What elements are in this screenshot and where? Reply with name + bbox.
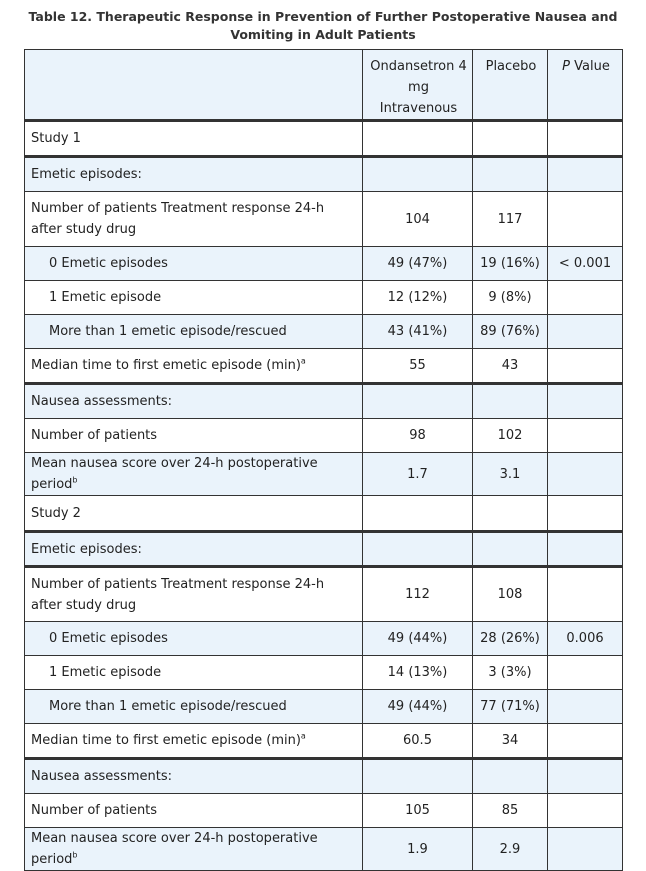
row-label-text: 1 Emetic episode — [49, 290, 162, 305]
row-label-text: Number of patients Treatment response 24-h after study drug — [31, 576, 325, 613]
row-label — [25, 281, 363, 315]
header-p-italic: P — [562, 59, 570, 74]
row-label-text: Emetic episodes: — [31, 167, 142, 182]
row-label-text: Mean nausea score over 24-h postoperative period — [31, 831, 318, 867]
ondansetron-cell — [363, 157, 473, 192]
row-label-text: Median time to first emetic episode (min) — [31, 733, 301, 748]
table-row — [25, 724, 623, 759]
ondansetron-cell — [363, 496, 473, 532]
table-row — [25, 690, 623, 724]
ondansetron-cell: 55 — [363, 349, 473, 384]
placebo-cell: 34 — [473, 724, 548, 759]
header-row — [25, 50, 623, 121]
ondansetron-cell: 1.7 — [363, 453, 473, 496]
ondansetron-cell: 12 (12%) — [363, 281, 473, 315]
placebo-cell: 85 — [473, 794, 548, 828]
header-placebo: Placebo — [473, 50, 548, 121]
p-value-cell — [548, 656, 623, 690]
p-value-cell — [548, 121, 623, 157]
placebo-cell — [473, 496, 548, 532]
row-label — [25, 496, 363, 532]
header-p-value — [548, 50, 623, 121]
ondansetron-cell — [363, 121, 473, 157]
row-label-text: Nausea assessments: — [31, 394, 173, 409]
ondansetron-cell: 14 (13%) — [363, 656, 473, 690]
ondansetron-cell: 49 (47%) — [363, 247, 473, 281]
footnote-marker: b — [72, 475, 78, 485]
p-value-cell — [548, 157, 623, 192]
header-label — [25, 50, 363, 121]
row-label-text: Mean nausea score over 24-h postoperative period — [31, 456, 318, 492]
placebo-cell: 3.1 — [473, 453, 548, 496]
row-label — [25, 690, 363, 724]
footnote-marker: b — [72, 850, 78, 860]
p-value-cell — [548, 496, 623, 532]
p-value-cell — [548, 794, 623, 828]
p-value-cell — [548, 567, 623, 622]
table-row — [25, 453, 623, 496]
row-label — [25, 532, 363, 567]
ondansetron-cell: 104 — [363, 192, 473, 247]
ondansetron-cell: 43 (41%) — [363, 315, 473, 349]
p-value-cell — [548, 281, 623, 315]
table-row — [25, 315, 623, 349]
p-value-cell — [548, 315, 623, 349]
p-value-cell — [548, 453, 623, 496]
p-value-cell — [548, 759, 623, 794]
ondansetron-cell: 98 — [363, 419, 473, 453]
table-row — [25, 349, 623, 384]
row-label-text: Nausea assessments: — [31, 769, 173, 784]
header-p-rest: Value — [570, 59, 610, 74]
p-value-cell — [548, 724, 623, 759]
footnote-marker: a — [300, 731, 306, 741]
row-label-text: More than 1 emetic episode/rescued — [49, 699, 287, 714]
p-value-cell — [548, 419, 623, 453]
row-label-text: 0 Emetic episodes — [49, 631, 168, 646]
row-label — [25, 794, 363, 828]
p-value-cell — [548, 690, 623, 724]
table-caption: Table 12. Therapeutic Response in Prevention of Further Postoperative Nausea and Vomiting in Adult Patients — [28, 9, 618, 42]
row-label — [25, 349, 363, 384]
table-row — [25, 419, 623, 453]
p-value-cell — [548, 828, 623, 871]
p-value-cell: < 0.001 — [548, 247, 623, 281]
placebo-cell: 2.9 — [473, 828, 548, 871]
row-label-text: Emetic episodes: — [31, 541, 142, 557]
p-value-cell — [548, 532, 623, 567]
table-row — [25, 567, 623, 622]
footnote-marker: a — [300, 356, 306, 366]
p-value-cell — [548, 349, 623, 384]
placebo-cell: 108 — [473, 567, 548, 622]
ondansetron-cell: 49 (44%) — [363, 622, 473, 656]
ondansetron-cell: 60.5 — [363, 724, 473, 759]
row-label — [25, 121, 363, 157]
row-label-text: Study 2 — [31, 505, 81, 521]
ondansetron-cell: 49 (44%) — [363, 690, 473, 724]
row-label — [25, 759, 363, 794]
placebo-cell — [473, 121, 548, 157]
ondansetron-cell: 105 — [363, 794, 473, 828]
ondansetron-cell — [363, 759, 473, 794]
row-label-text: 0 Emetic episodes — [49, 256, 168, 271]
row-label-text: Median time to first emetic episode (min) — [31, 358, 301, 373]
row-label — [25, 384, 363, 419]
row-label — [25, 419, 363, 453]
row-label-text: Study 1 — [31, 131, 81, 146]
row-label — [25, 192, 363, 247]
table-row — [25, 828, 623, 871]
row-label-text: Number of patients — [31, 803, 158, 818]
row-label — [25, 656, 363, 690]
table-row — [25, 622, 623, 656]
row-label-text: 1 Emetic episode — [49, 665, 162, 680]
table-row — [25, 532, 623, 567]
table-row — [25, 794, 623, 828]
row-label — [25, 828, 363, 871]
table-row — [25, 656, 623, 690]
row-label — [25, 453, 363, 496]
table-row — [25, 496, 623, 532]
placebo-cell — [473, 759, 548, 794]
placebo-cell: 28 (26%) — [473, 622, 548, 656]
table-row — [25, 247, 623, 281]
placebo-cell: 3 (3%) — [473, 656, 548, 690]
ondansetron-cell: 1.9 — [363, 828, 473, 871]
placebo-cell — [473, 157, 548, 192]
table-row — [25, 384, 623, 419]
table-row — [25, 121, 623, 157]
table-row — [25, 281, 623, 315]
row-label — [25, 247, 363, 281]
placebo-cell: 9 (8%) — [473, 281, 548, 315]
p-value-cell — [548, 192, 623, 247]
placebo-cell — [473, 532, 548, 567]
placebo-cell: 43 — [473, 349, 548, 384]
placebo-cell: 102 — [473, 419, 548, 453]
placebo-cell — [473, 384, 548, 419]
ondansetron-cell — [363, 384, 473, 419]
row-label — [25, 157, 363, 192]
row-label — [25, 315, 363, 349]
row-label-text: Number of patients Treatment response 24-h after study drug — [31, 201, 325, 237]
row-label — [25, 567, 363, 622]
results-table — [24, 49, 623, 871]
row-label-text: Number of patients — [31, 428, 158, 443]
table-row — [25, 192, 623, 247]
table-body — [25, 121, 623, 871]
row-label — [25, 622, 363, 656]
table-row — [25, 157, 623, 192]
table-row — [25, 759, 623, 794]
p-value-cell: 0.006 — [548, 622, 623, 656]
header-ondansetron: Ondansetron 4 mg Intravenous — [363, 50, 473, 121]
p-value-cell — [548, 384, 623, 419]
ondansetron-cell — [363, 532, 473, 567]
row-label-text: More than 1 emetic episode/rescued — [49, 324, 287, 339]
row-label — [25, 724, 363, 759]
ondansetron-cell: 112 — [363, 567, 473, 622]
placebo-cell: 117 — [473, 192, 548, 247]
placebo-cell: 19 (16%) — [473, 247, 548, 281]
placebo-cell: 77 (71%) — [473, 690, 548, 724]
placebo-cell: 89 (76%) — [473, 315, 548, 349]
